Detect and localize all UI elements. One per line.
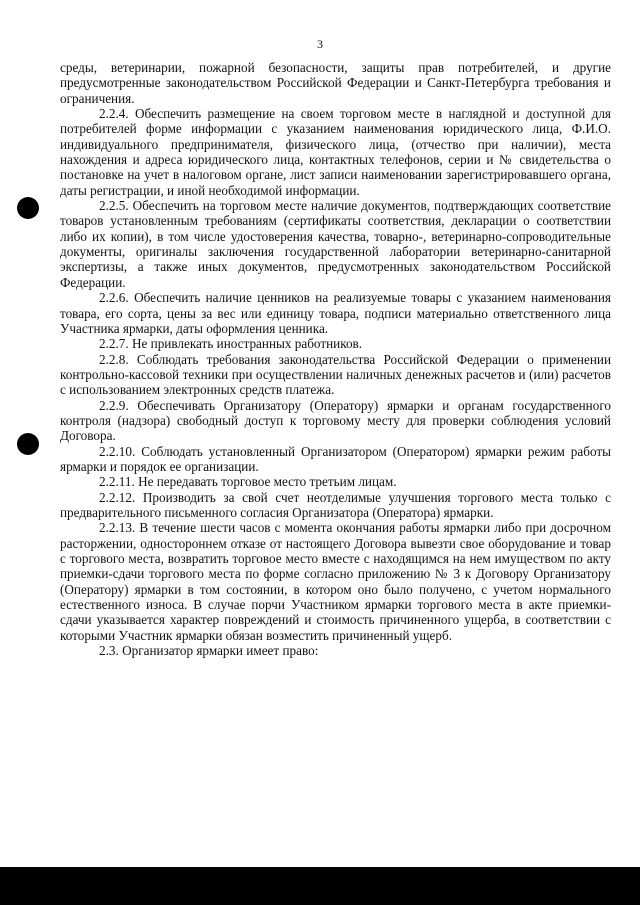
document-body	[60, 60, 611, 658]
paragraph-2-2-5: 2.2.5. Обеспечить на торговом месте наличие документов, подтверждающих соответствие товаров установленным требованиям (сертификаты соответствия, декларации о соответствии либо их копии), в том числе удостоверения качества, товарно-, ветеринарно-сопроводительные документы, оригиналы заключения государственной лаборатории ветеринарно-санитарной экспертизы, а также иных документов, предусмотренных законодательством Российской Федерации.	[60, 198, 611, 290]
paragraph-2-2-6: 2.2.6. Обеспечить наличие ценников на реализуемые товары с указанием наименования товара, его сорта, цены за вес или единицу товара, подписи материально ответственного лица Участника ярмарки, даты оформления ценника.	[60, 290, 611, 336]
scan-border-bottom	[0, 867, 640, 905]
paragraph-2-2-13: 2.2.13. В течение шести часов с момента окончания работы ярмарки либо при досрочном расторжении, одностороннем отказе от настоящего Договора вывезти свое оборудование и товар с торгового места, возвратить торговое место вместе с находящимся на нем имуществом по акту приемки-сдачи торгового места по форме согласно приложению № 3 к Договору Организатору (Оператору) ярмарки в том состоянии, в котором оно было получено, с учетом нормального естественного износа. В случае порчи Участником ярмарки торгового места в акте приемки-сдачи указывается характер повреждений и стоимость причиненного ущерба, в соответствии с которыми Участник ярмарки обязан возместить причиненный ущерб.	[60, 520, 611, 643]
paragraph-2-2-7: 2.2.7. Не привлекать иностранных работников.	[99, 336, 363, 352]
paragraph-2-2-12: 2.2.12. Производить за свой счет неотделимые улучшения торгового места только с предварительного письменного согласия Организатора (Оператора) ярмарки.	[60, 489, 611, 520]
paragraph-2-2-10: 2.2.10. Соблюдать установленный Организатором (Оператором) ярмарки режим работы ярмарки и порядок ее организации.	[60, 443, 611, 474]
paragraph-continuation: среды, ветеринарии, пожарной безопасности, защиты прав потребителей, и другие предусмотренные законодательством Российской Федерации и Санкт-Петербурга требования и ограничения.	[60, 60, 611, 106]
punch-hole-lower	[17, 433, 39, 455]
paragraph-2-3: 2.3. Организатор ярмарки имеет право:	[99, 643, 319, 659]
punch-hole-upper	[17, 197, 39, 219]
paragraph-2-2-8: 2.2.8. Соблюдать требования законодательства Российской Федерации о применении контрольно-кассовой техники при осуществлении наличных денежных расчетов и (или) расчетов с использованием электронных средств платежа.	[60, 351, 611, 398]
paragraph-2-2-9: 2.2.9. Обеспечивать Организатору (Оператору) ярмарки и органам государственного контроля (надзора) свободный доступ к торговому месту для проверки соблюдения условий Договора.	[60, 397, 611, 444]
page-number: 3	[317, 37, 323, 51]
paragraph-2-2-11: 2.2.11. Не передавать торговое место третьим лицам.	[99, 474, 397, 490]
paragraph-2-2-4: 2.2.4. Обеспечить размещение на своем торговом месте в наглядной и доступной для потребителей форме информации с указанием наименования юридического лица, Ф.И.О. индивидуального предпринимателя, физического лица, (отчество при наличии), места нахождения и адреса юридического лица, контактных телефонов, серии и № свидетельства о постановке на учет в налоговом органе, лист записи наименовании зарегистрировавшего органа, даты регистрации, и иной необходимой информации.	[60, 106, 611, 198]
